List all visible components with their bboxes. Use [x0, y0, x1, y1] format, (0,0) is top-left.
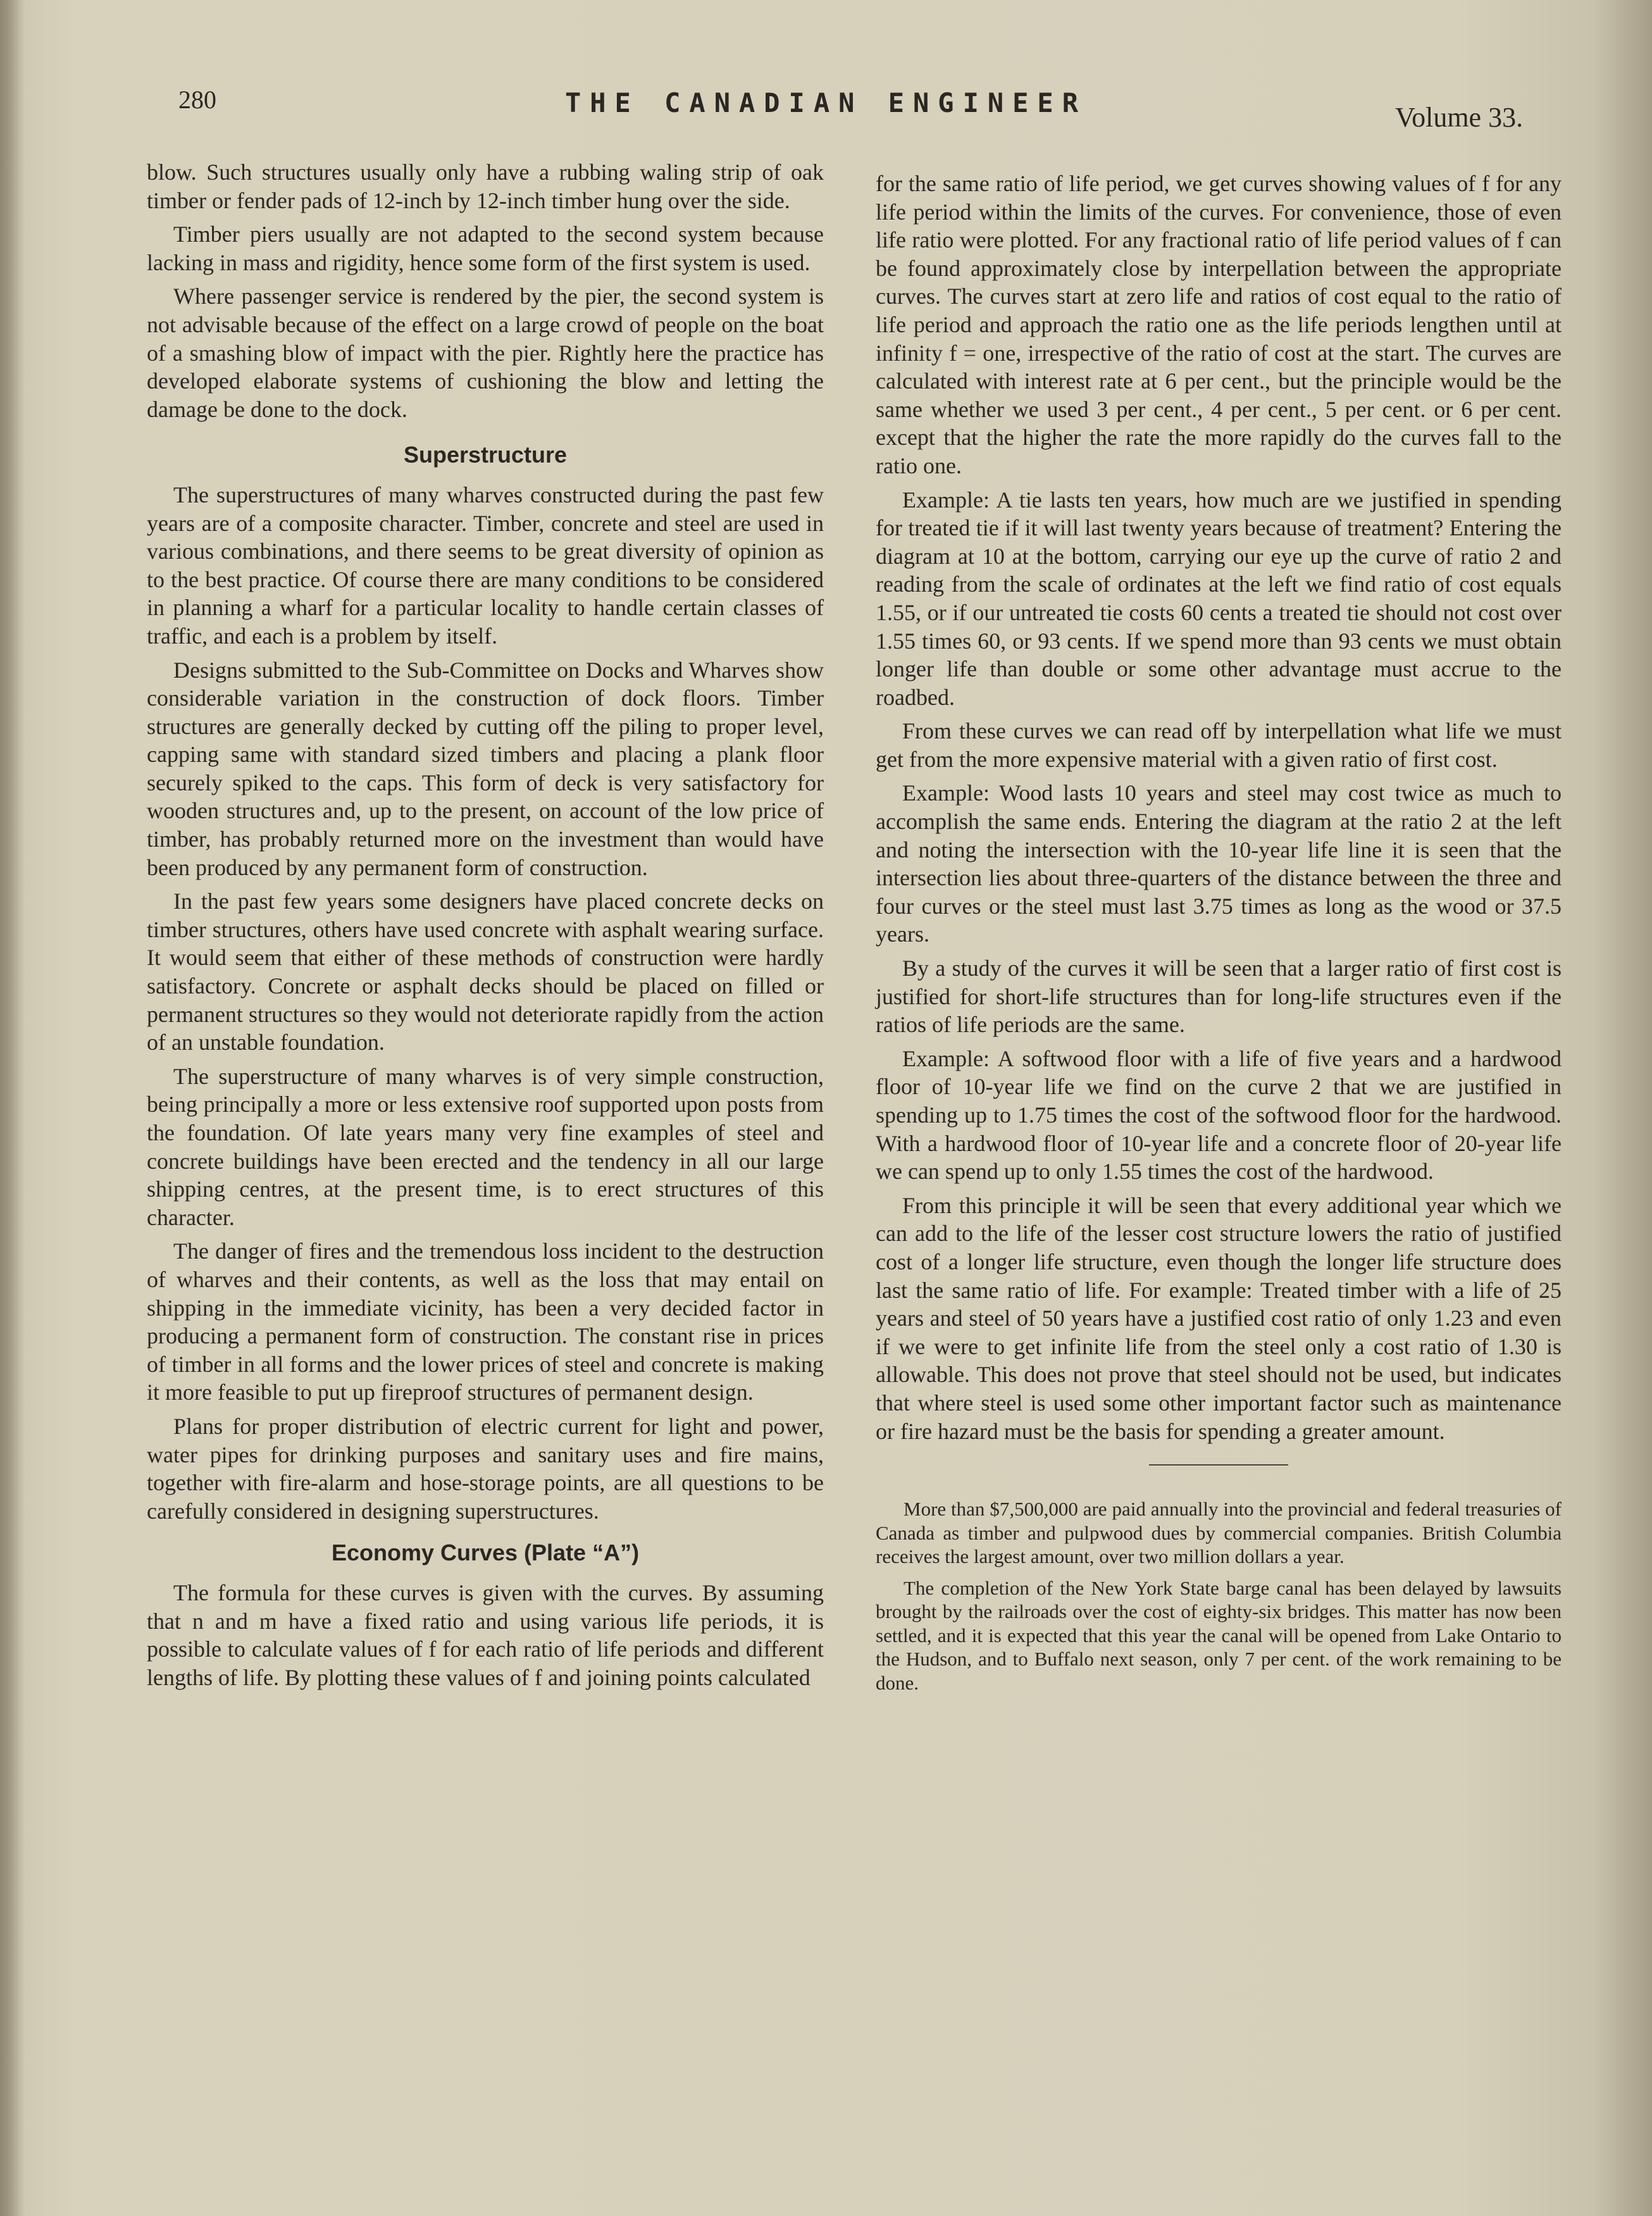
news-note: The completion of the New York State barge canal has been delayed by lawsuits brought by the railroads over the cost of eighty-six bridges. This matter has now been settled, and it is expected that this year the canal will be opened from Lake Ontario to the Hudson, and to Buffalo next season, only 7 per cent. of the work remaining to be done. — [876, 1576, 1562, 1694]
right-column — [876, 170, 1562, 1702]
running-title: THE CANADIAN ENGINEER — [564, 87, 1087, 118]
paragraph: Timber piers usually are not adapted to the second system because lacking in mass and rigidity, hence some form of the first system is used. — [147, 221, 824, 275]
paragraph: Example: A softwood floor with a life of five years and a hardwood floor of 10-year life we find on the curve 2 that we are justified in spending up to 1.75 times the cost of the softwood floor for the hardwood. With a hardwood floor of 10-year life and a concrete floor of 20-year life we can spend up to only 1.55 times the cost of the hardwood. — [876, 1045, 1562, 1185]
page-number: 280 — [178, 85, 216, 114]
paragraph: Designs submitted to the Sub-Committee on Docks and Wharves show considerable variation in the construction of dock floors. Timber structures are generally decked by cutting off the piling to proper level, capping same with standard sized timbers and placing a plank floor securely spiked to the caps. This form of deck is very satisfactory for wooden structures and, up to the present, on account of the low price of timber, has probably returned more on the investment than would have been produced by any permanent form of construction. — [147, 657, 824, 880]
paragraph: From this principle it will be seen that every additional year which we can add to the life of the lesser cost structure lowers the ratio of justified cost of a longer life structure, even though the longer life structure does last the same ratio of life. For example: Treated timber with a life of 25 years and steel of 50 years have a justified cost ratio of only 1.23 and even if we were to get infinite life from the steel only a cost ratio of 1.30 is allowable. This does not prove that steel should not be used, but indicates that where steel is used some other important factor such as maintenance or fire hazard must be the basis for spending a greater amount. — [876, 1192, 1562, 1444]
paragraph: The formula for these curves is given with the curves. By assuming that n and m have a fixed ratio and using various life periods, it is possible to calculate values of f for each ratio of life periods and different lengths of life. By plotting these values of f and joining points calculated — [147, 1579, 824, 1690]
news-note: More than $7,500,000 are paid annually into the provincial and federal treasuries of Canada as timber and pulpwood dues by commercial companies. British Columbia receives the largest amount, over two million dollars a year. — [876, 1498, 1562, 1568]
separator-rule — [1149, 1464, 1288, 1466]
volume-label: Volume 33. — [1395, 102, 1524, 133]
paragraph: In the past few years some designers have placed concrete decks on timber structures, others have used concrete with asphalt wearing surface. It would seem that either of these methods of construction were hardly satisfactory. Concrete or asphalt decks should be placed on filled or permanent structures so they would not deteriorate rapidly from the action of an unstable foundation. — [147, 888, 824, 1055]
paragraph: Example: Wood lasts 10 years and steel may cost twice as much to accomplish the same ends. Entering the diagram at the ratio 2 at the left and noting the intersection with the 10-year life line it is seen that the intersection lies about three-quarters of the distance between the three and four curves or the steel must last 3.75 times as long as the wood or 37.5 years. — [876, 780, 1562, 947]
paragraph: Example: A tie lasts ten years, how much are we justified in spending for treated tie if it will last twenty years because of treatment? Entering the diagram at 10 at the bottom, carrying our eye up the curve of ratio 2 and reading from the scale of ordinates at the left we find ratio of cost equals 1.55, or if our untreated tie costs 60 cents a treated tie should not cost over 1.55 times 60, or 93 cents. If we spend more than 93 cents we must obtain longer life than double or some other advantage must accrue to the roadbed. — [876, 487, 1562, 710]
paragraph: blow. Such structures usually only have a rubbing waling strip of oak timber or fender pads of 12-inch by 12-inch timber hung over the side. — [147, 159, 824, 213]
paragraph: The superstructure of many wharves is of very simple construction, being principally a more or less extensive roof supported upon posts from the foundation. Of late years many very fine examples of steel and concrete buildings have been erected and the tendency in all our large shipping centres, at the present time, is to erect structures of this character. — [147, 1063, 824, 1230]
section-heading-economy-curves: Economy Curves (Plate “A”) — [331, 1540, 640, 1566]
paragraph: The danger of fires and the tremendous loss incident to the destruction of wharves and their contents, as well as the loss that may entail on shipping in the immediate vicinity, has been a very decided factor in producing a permanent form of construction. The constant rise in prices of timber in all forms and the lower prices of steel and concrete is making it more feasible to put up fireproof structures of permanent design. — [147, 1238, 824, 1405]
news-notes — [876, 1497, 1562, 1695]
paragraph: Plans for proper distribution of electric current for light and power, water pipes for drinking purposes and sanitary uses and fire mains, together with fire-alarm and hose-storage points, are all questions to be carefully considered in designing superstructures. — [147, 1413, 824, 1524]
paragraph: By a study of the curves it will be seen that a larger ratio of first cost is justified for short-life structures than for long-life structures even if the ratios of life periods are the same. — [876, 955, 1562, 1038]
paragraph: From these curves we can read off by interpellation what life we must get from the more expensive material with a given ratio of first cost. — [876, 718, 1562, 772]
paragraph: The superstructures of many wharves constructed during the past few years are of a composite character. Timber, concrete and steel are used in various combinations, and there seems to be great diversity of opinion as to the best practice. Of course there are many conditions to be considered in planning a wharf for a particular locality to handle certain classes of traffic, and each is a problem by itself. — [147, 482, 824, 649]
paragraph: for the same ratio of life period, we get curves showing values of f for any life period within the limits of the curves. For convenience, those of even life ratio were plotted. For any fractional ratio of life period values of f can be found approximately close by interpellation between the appropriate curves. The curves start at zero life and ratios of cost equal to the ratio of life period and approach the ratio one as the life periods lengthen until at infinity f = one, irrespective of the ratio of cost at the start. The curves are calculated with interest rate at 6 per cent., but the principle would be the same whether we used 3 per cent., 4 per cent., 5 per cent. or 6 per cent. except that the higher the rate the more rapidly do the curves fall to the ratio one. — [876, 171, 1562, 478]
left-column — [147, 158, 824, 1697]
paragraph: Where passenger service is rendered by the pier, the second system is not advisable because of the effect on a large crowd of people on the boat of a smashing blow of impact with the pier. Rightly here the practice has developed elaborate systems of cushioning the blow and letting the damage be done to the dock. — [147, 283, 824, 422]
binding-shadow — [0, 0, 25, 2216]
page-header — [0, 82, 1652, 133]
section-heading-superstructure: Superstructure — [403, 442, 568, 468]
